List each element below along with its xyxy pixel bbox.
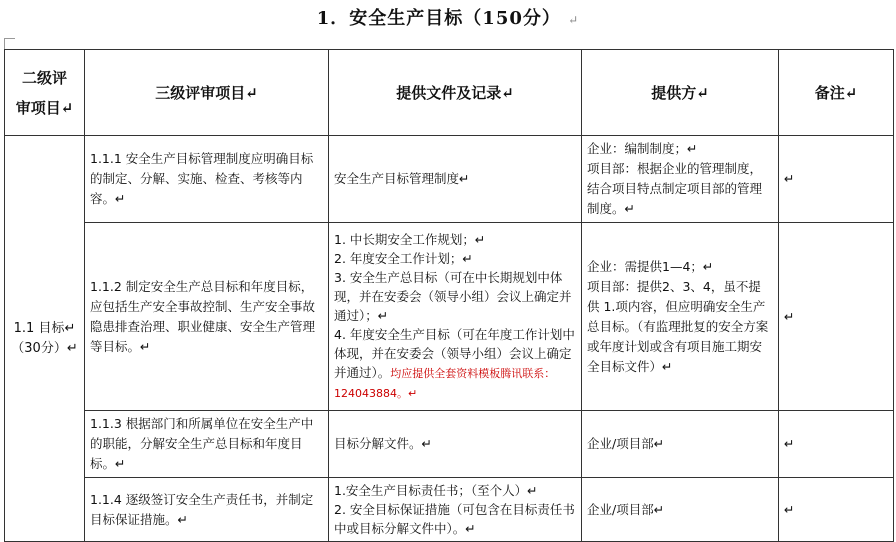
docs-cell: 目标分解文件。↵ <box>329 411 582 478</box>
group-score: （30分）↵ <box>11 340 78 356</box>
page-title <box>0 4 896 30</box>
table-row <box>5 411 894 478</box>
note-cell: ↵ <box>779 223 894 411</box>
header-provider: 提供方↵ <box>582 50 779 136</box>
paragraph-mark: ↵ <box>568 13 580 27</box>
item-cell: 1.1.3 根据部门和所属单位在安全生产中的职能，分解安全生产总目标和年度目标。↵ <box>85 411 329 478</box>
header-remarks: 备注↵ <box>779 50 894 136</box>
header-level2-item: 二级评 审项目↵ <box>5 50 85 136</box>
safety-target-table <box>4 49 894 542</box>
note-cell: ↵ <box>779 478 894 542</box>
item-cell: 1.1.2 制定安全生产总目标和年度目标，应包括生产安全事故控制、生产安全事故隐患排查治理、职业健康、安全生产管理等目标。↵ <box>85 223 329 411</box>
header-level3-item: 三级评审项目↵ <box>85 50 329 136</box>
item-cell: 1.1.1 安全生产目标管理制度应明确目标的制定、分解、实施、检查、考核等内容。↵ <box>85 136 329 223</box>
note-cell: ↵ <box>779 136 894 223</box>
provider-cell: 企业：需提供1—4；↵ 项目部：提供2、3、4，虽不提供 1.项内容，但应明确安全生产总目标。（有监理批复的安全方案或年度计划或含有项目施工期安全目标文件）↵ <box>582 223 779 411</box>
provider-cell: 企业：编制制度；↵ 项目部：根据企业的管理制度，结合项目特点制定项目部的管理制度。↵ <box>582 136 779 223</box>
docs-cell: 1. 中长期安全工作规划；↵ 2. 年度安全工作计划；↵ 3. 安全生产总目标（可在中长期规划中体现，并在安委会（领导小组）会议上确定并通过）；↵ 4. 年度安全生产目标（可在年度工作计划中体现，并在安委会（领导小组）会议上确定并通过）。均应提供全套资料模板腾讯联系：124043884。↵ <box>329 223 582 411</box>
item-cell: 1.1.4 逐级签订安全生产责任书，并制定目标保证措施。↵ <box>85 478 329 542</box>
group-name: 1.1 目标↵ <box>13 320 76 336</box>
table-row <box>5 136 894 223</box>
contact-note: 均应提供全套资料模板腾讯联系：124043884。↵ <box>334 367 556 400</box>
header-row <box>5 50 894 136</box>
provider-cell: 企业/项目部↵ <box>582 478 779 542</box>
docs-cell: 1.安全生产目标责任书；（至个人）↵ 2. 安全目标保证措施（可包含在目标责任书中或目标分解文件中）。↵ <box>329 478 582 542</box>
group-cell <box>5 136 85 542</box>
docs-cell: 安全生产目标管理制度↵ <box>329 136 582 223</box>
table-row <box>5 478 894 542</box>
provider-cell: 企业/项目部↵ <box>582 411 779 478</box>
table-corner-marker <box>4 38 15 49</box>
page-title-text: 1．安全生产目标（150分） <box>316 8 561 29</box>
header-documents: 提供文件及记录↵ <box>329 50 582 136</box>
note-cell: ↵ <box>779 411 894 478</box>
table-row <box>5 223 894 411</box>
